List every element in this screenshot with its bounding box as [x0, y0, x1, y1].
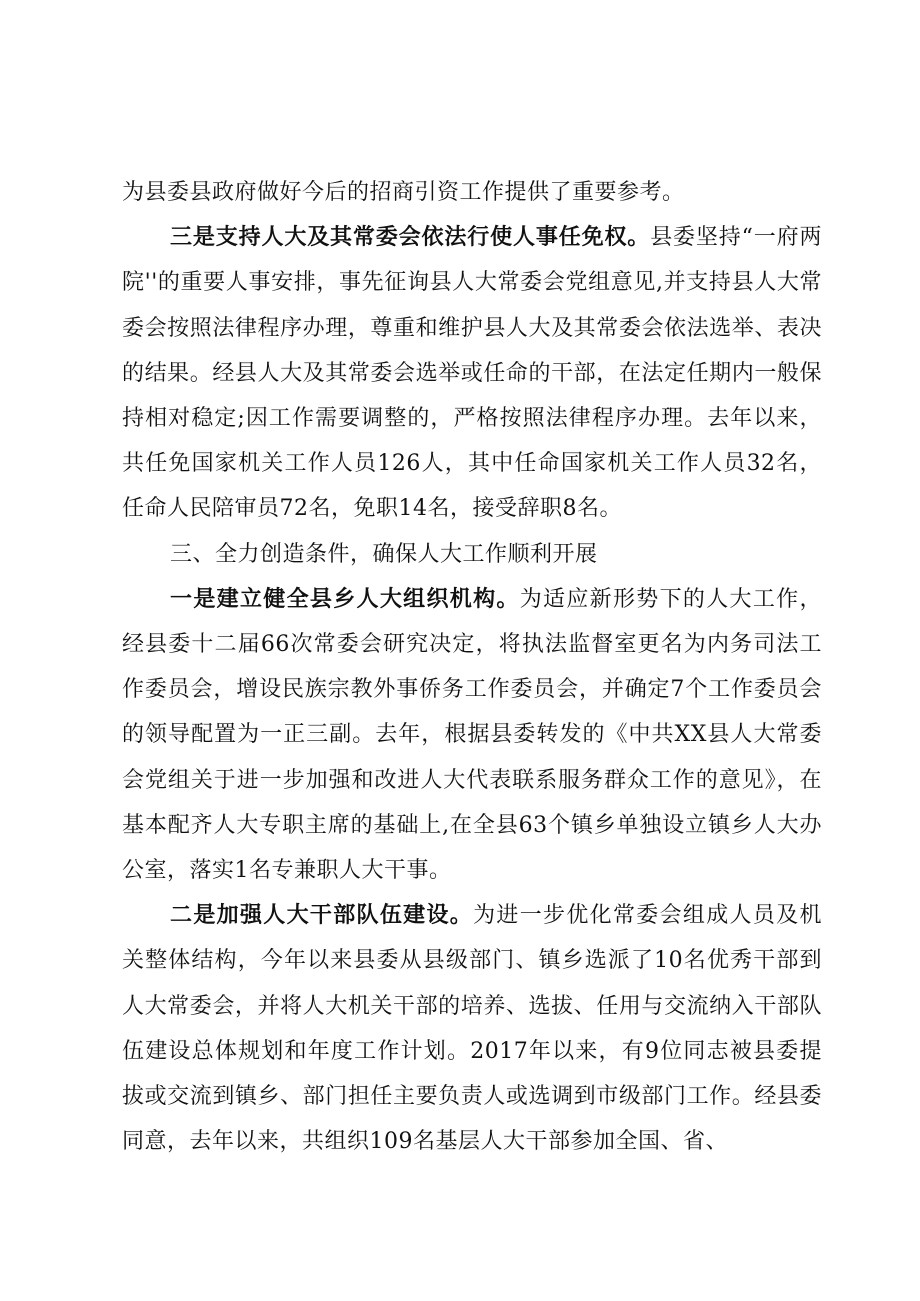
paragraph-continuation: [122, 170, 822, 215]
paragraph-lead-heading: 二是加强人大干部队伍建设。: [170, 902, 474, 929]
paragraph-lead-heading: 三是支持人大及其常委会依法行使人事任免权。: [170, 224, 651, 251]
paragraph-cadre-team: [122, 893, 822, 1164]
section-heading-text: 三、全力创造条件，确保人大工作顺利开展: [170, 541, 598, 567]
document-body: [122, 170, 822, 1164]
paragraph-text: 为适应新形势下的人大工作，经县委十二届66次常委会研究决定，将执法监督室更名为内务司法工作委员会，增设民族宗教外事侨务工作委员会，并确定7个工作委员会的领导配置为一正三副。去年，根据县委转发的《中共XX县人大常委会党组关于进一步加强和改进人大代表联系服务群众工作的意见》，在基本配齐人大专职主席的基础上,在全县63个镇乡单独设立镇乡人大办公室，落实1名专兼职人大干事。: [122, 586, 822, 884]
section-heading: [122, 532, 822, 577]
paragraph-organization-structure: [122, 577, 822, 893]
paragraph-text: 为进一步优化常委会组成人员及机关整体结构，今年以来县委从县级部门、镇乡选派了10名优秀干部到人大常委会，并将人大机关干部的培养、选拔、任用与交流纳入干部队伍建设总体规划和年度工作计划。2017年以来，有9位同志被县委提拔或交流到镇乡、部门担任主要负责人或选调到市级部门工作。经县委同意，去年以来，共组织109名基层人大干部参加全国、省、: [122, 903, 822, 1155]
paragraph-personnel-appointment: [122, 215, 822, 531]
paragraph-lead-heading: 一是建立健全县乡人大组织机构。: [170, 585, 520, 612]
paragraph-text: 县委坚持“一府两院''的重要人事安排，事先征询县人大常委会党组意见,并支持县人大常委会按照法律程序办理，尊重和维护县人大及其常委会依法选举、表决的结果。经县人大及其常委会选举或任命的干部，在法定任期内一般保持相对稳定;因工作需要调整的，严格按照法律程序办理。去年以来，共任免国家机关工作人员126人，其中任命国家机关工作人员32名，任命人民陪审员72名，免职14名，接受辞职8名。: [122, 225, 822, 522]
paragraph-text: 为县委县政府做好今后的招商引资工作提供了重要参考。: [122, 180, 685, 205]
